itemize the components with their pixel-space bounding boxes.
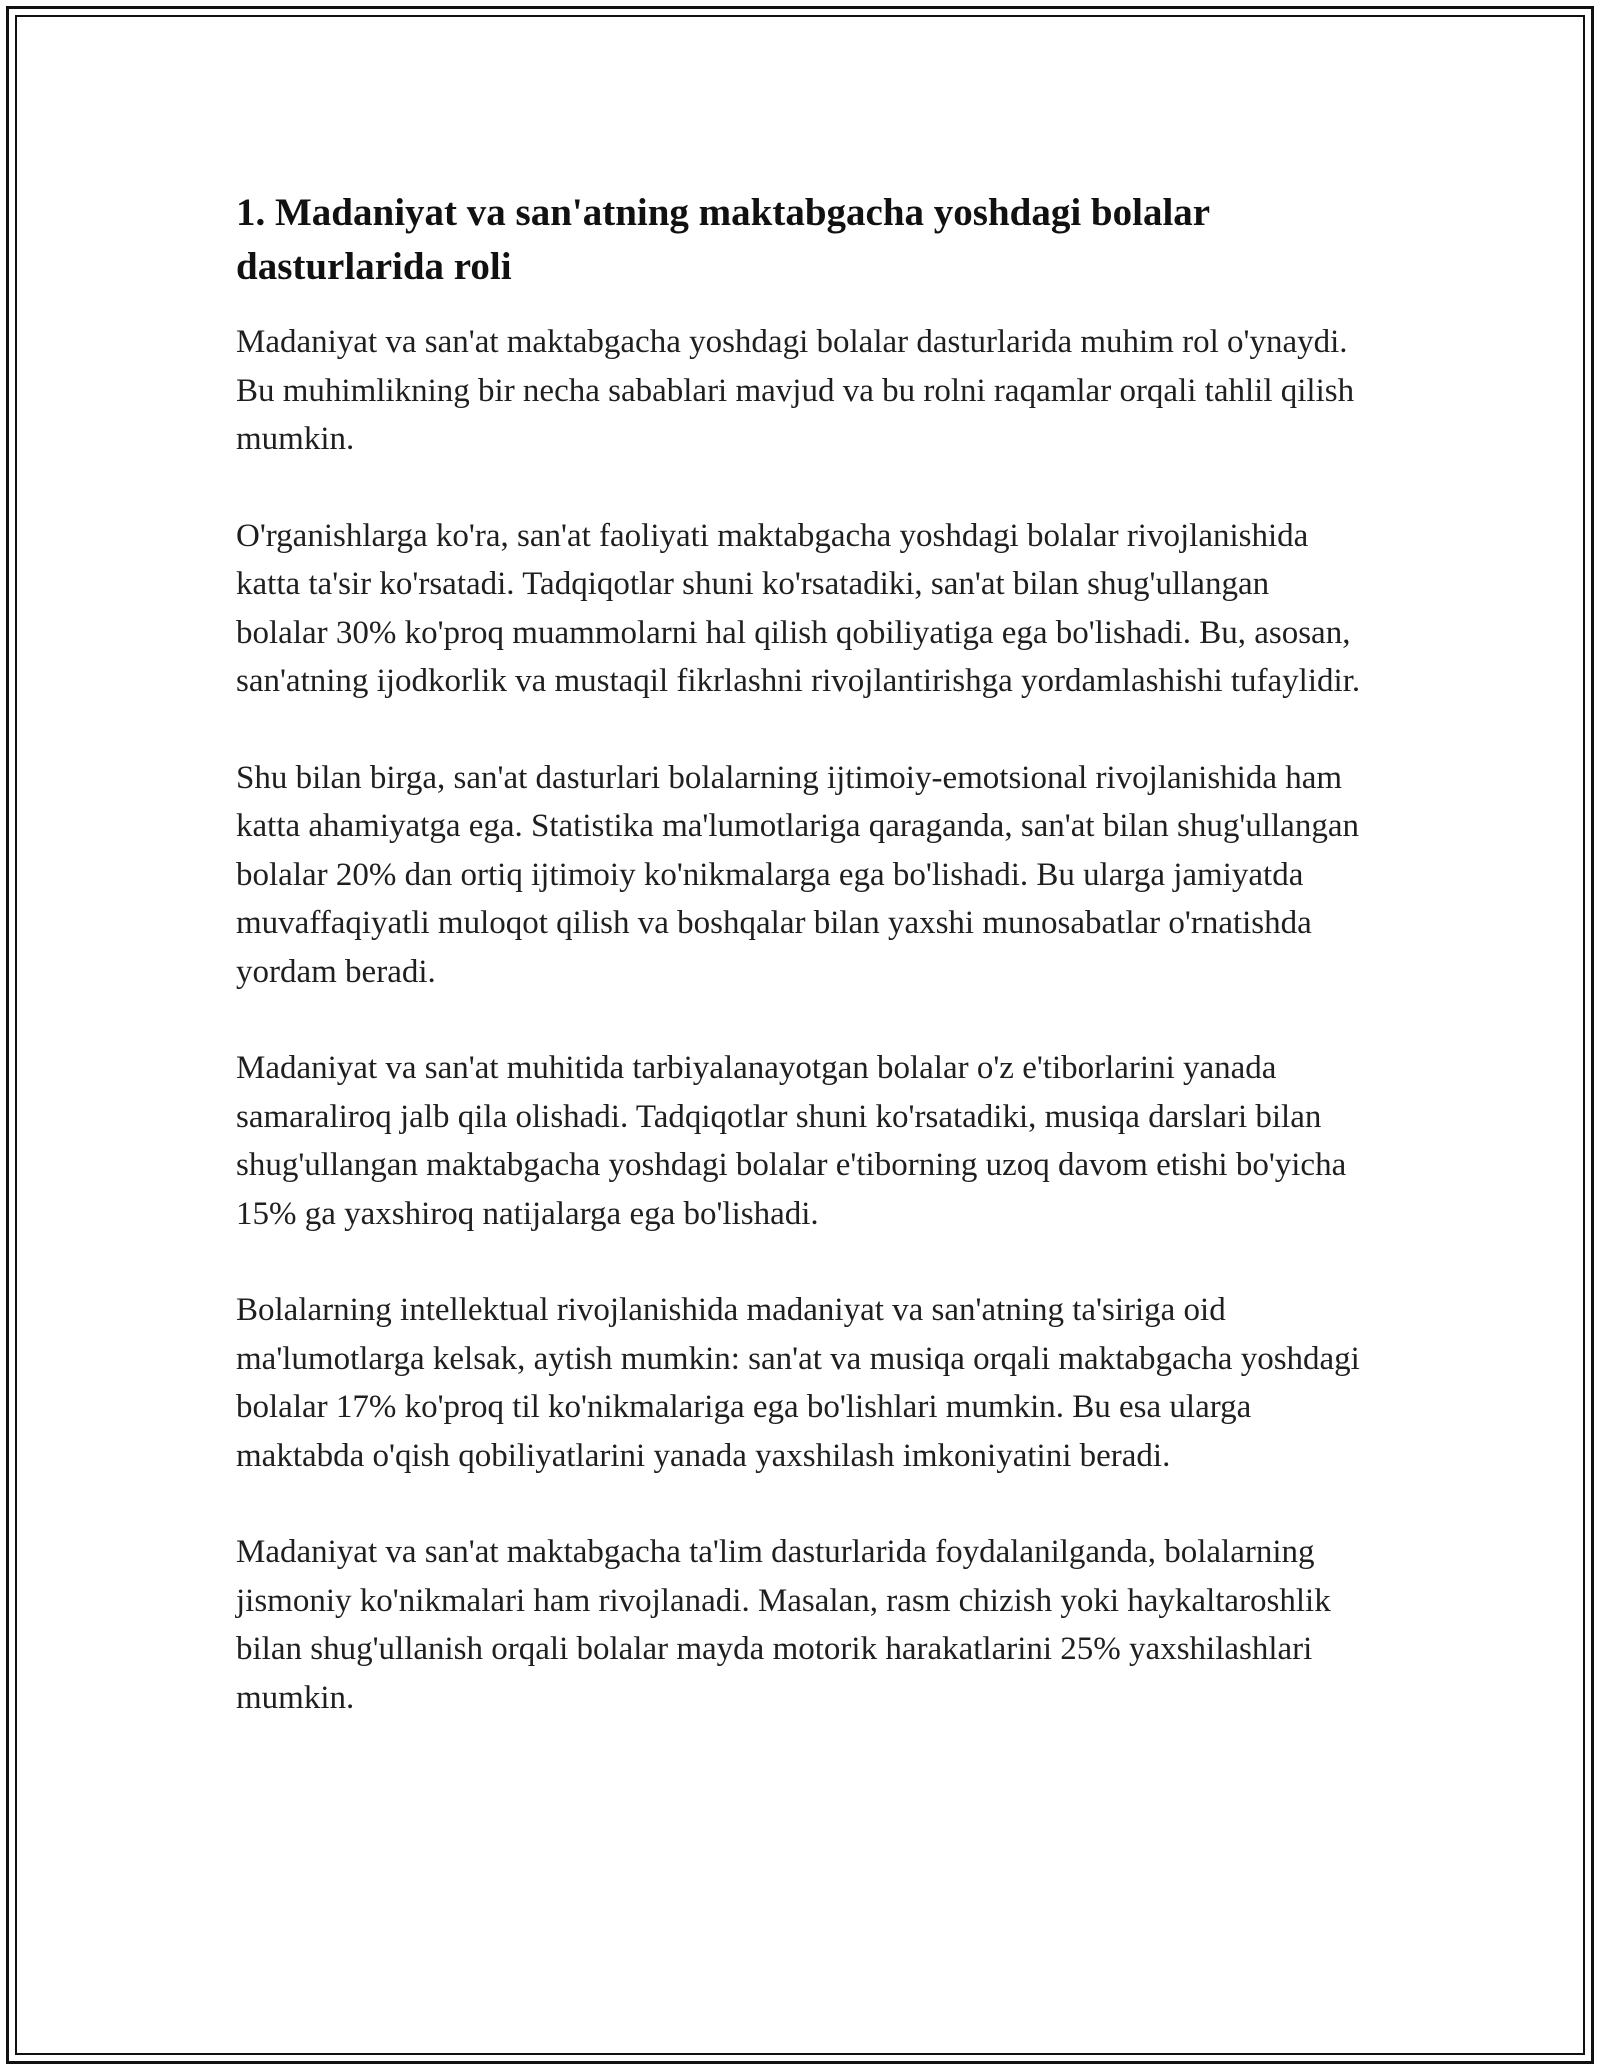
- paragraph-3: Shu bilan birga, san'at dasturlari bolalarning ijtimoiy-emotsional rivojlanishida ham katta ahamiyatga ega. Statistika ma'lumotlariga qaraganda, san'at bilan shug'ullangan bolalar 20% dan ortiq ijtimoiy ko'nikmalarga ega bo'lishadi. Bu ularga jamiyatda muvaffaqiyatli muloqot qilish va boshqalar bilan yaxshi munosabatlar o'rnatishda yordam beradi.: [236, 759, 1359, 990]
- paragraph-6: Madaniyat va san'at maktabgacha ta'lim dasturlarida foydalanilganda, bolalarning jismoniy ko'nikmalari ham rivojlanadi. Masalan, rasm chizish yoki haykaltaroshlik bilan shug'ullanish orqali bolalar mayda motorik harakatlarini 25% yaxshilashlari mumkin.: [236, 1534, 1331, 1716]
- paragraph-2: O'rganishlarga ko'ra, san'at faoliyati maktabgacha yoshdagi bolalar rivojlanishida katta ta'sir ko'rsatadi. Tadqiqotlar shuni ko'rsatadiki, san'at bilan shug'ullangan bolalar 30% ko'proq muammolarni hal qilish qobiliyatiga ega bo'lishadi. Bu, asosan, san'atning ijodkorlik va mustaqil fikrlashni rivojlantirishga yordamlashishi tufaylidir.: [236, 517, 1361, 699]
- paragraph-5: Bolalarning intellektual rivojlanishida madaniyat va san'atning ta'siriga oid ma'lumotlarga kelsak, aytish mumkin: san'at va musiqa orqali maktabgacha yoshdagi bolalar 17% ko'proq til ko'nikmalariga ega bo'lishlari mumkin. Bu esa ularga maktabda o'qish qobiliyatlarini yanada yaxshilash imkoniyatini beradi.: [236, 1292, 1360, 1474]
- paragraph-1: Madaniyat va san'at maktabgacha yoshdagi bolalar dasturlarida muhim rol o'ynaydi. Bu muhimlikning bir necha sabablari mavjud va bu rolni raqamlar orqali tahlil qilish mumkin.: [236, 324, 1355, 457]
- section-title: 1. Madaniyat va san'atning maktabgacha yoshdagi bolalar dasturlarida roli: [236, 191, 1210, 288]
- document-body: [236, 186, 1366, 1770]
- paragraph-4: Madaniyat va san'at muhitida tarbiyalanayotgan bolalar o'z e'tiborlarini yanada samaraliroq jalb qila olishadi. Tadqiqotlar shuni ko'rsatadiki, musiqa darslari bilan shug'ullangan maktabgacha yoshdagi bolalar e'tiborning uzoq davom etishi bo'yicha 15% ga yaxshiroq natijalarga ega bo'lishadi.: [236, 1050, 1347, 1232]
